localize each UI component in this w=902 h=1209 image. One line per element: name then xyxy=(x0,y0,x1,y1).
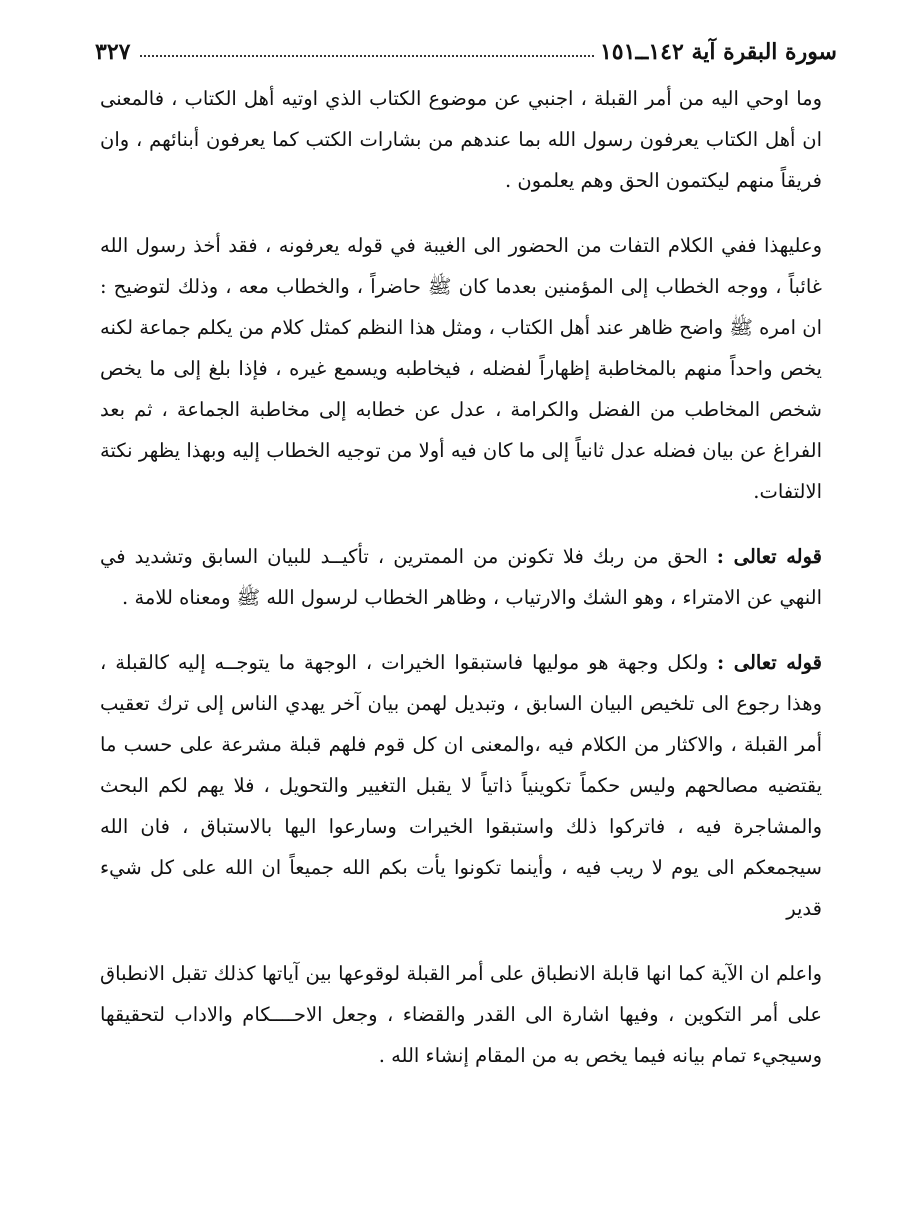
paragraph-text: الحق من ربك فلا تكونن من الممترين ، تأكيــد للبيان السابق وتشديد في النهي عن الامتراء ، وهو الشك والارتياب ، وظاهر الخطاب لرسول الله ﷺ ومعناه للامة . xyxy=(100,545,822,609)
paragraph-text: ولكل وجهة هو موليها فاستبقوا الخيرات ، الوجهة ما يتوجــه إليه كالقبلة ، وهذا رجوع الى تلخيص البيان السابق ، وتبديل لهمن بيان آخر يهدي الناس إلى ترك تعقيب أمر القبلة ، والاكثار من الكلام فيه ،والمعنى ان كل قوم فلهم قبلة مشرعة على حسب ما يقتضيه مصالحهم وليس حكماً تكوينياً ذاتياً لا يقبل التغيير والتحويل ، فلا يهم لكم البحث والمشاجرة فيه ، فاتركوا ذلك واستبقوا الخيرات وسارعوا اليها بالاستباق ، فان الله سيجمعكم الى يوم لا ريب فيه ، وأينما تكونوا يأت بكم الله جميعاً ان الله على كل شيء قدير xyxy=(100,651,822,920)
paragraph xyxy=(100,78,822,201)
running-title: سورة البقرة آية ١٤٢ــ١٥١ xyxy=(599,39,837,65)
paragraph xyxy=(100,536,822,618)
paragraph xyxy=(100,642,822,929)
paragraph xyxy=(100,953,822,1076)
paragraph-lead: قوله تعالى : xyxy=(717,651,822,674)
paragraph xyxy=(100,225,822,512)
page-header xyxy=(95,34,837,70)
paragraph-lead: قوله تعالى : xyxy=(716,545,822,568)
page-number: ٣٢٧ xyxy=(95,39,131,65)
paragraph-text: وعليهذا ففي الكلام التفات من الحضور الى الغيبة في قوله يعرفونه ، فقد أخذ رسول الله غائباً ، ووجه الخطاب إلى المؤمنين بعدما كان ﷺ حاضراً ، والخطاب معه ، وذلك لتوضيح : ان امره ﷺ واضح ظاهر عند أهل الكتاب ، ومثل هذا النظم كمثل كلام من يكلم جماعة لكنه يخص واحداً منهم بالمخاطبة إظهاراً لفضله ، فيخاطبه ويسمع غيره ، فإذا بلغ إلى ما يخص شخص المخاطب من الفضل والكرامة ، عدل عن خطابه إلى مخاطبة الجماعة ، ثم بعد الفراغ عن بيان فضله عدل ثانياً إلى ما كان فيه أولا من توجيه الخطاب إليه وبهذا يظهر نكتة الالتفات. xyxy=(100,234,822,503)
paragraph-text: وما اوحي اليه من أمر القبلة ، اجنبي عن موضوع الكتاب الذي اوتيه أهل الكتاب ، فالمعنى ان أهل الكتاب يعرفون رسول الله بما عندهم من بشارات الكتب كما يعرفون أبنائهم ، وان فريقاً منهم ليكتمون الحق وهم يعلمون . xyxy=(100,87,822,192)
header-dotted-rule xyxy=(140,55,594,57)
paragraph-text: واعلم ان الآية كما انها قابلة الانطباق على أمر القبلة لوقوعها بين آياتها كذلك تقبل الانطباق على أمر التكوين ، وفيها اشارة الى القدر والقضاء ، وجعل الاحــــكام والاداب لتحقيقها وسيجيء تمام بيانه فيما يخص به من المقام إنشاء الله . xyxy=(100,962,822,1067)
page-body xyxy=(100,78,822,1076)
